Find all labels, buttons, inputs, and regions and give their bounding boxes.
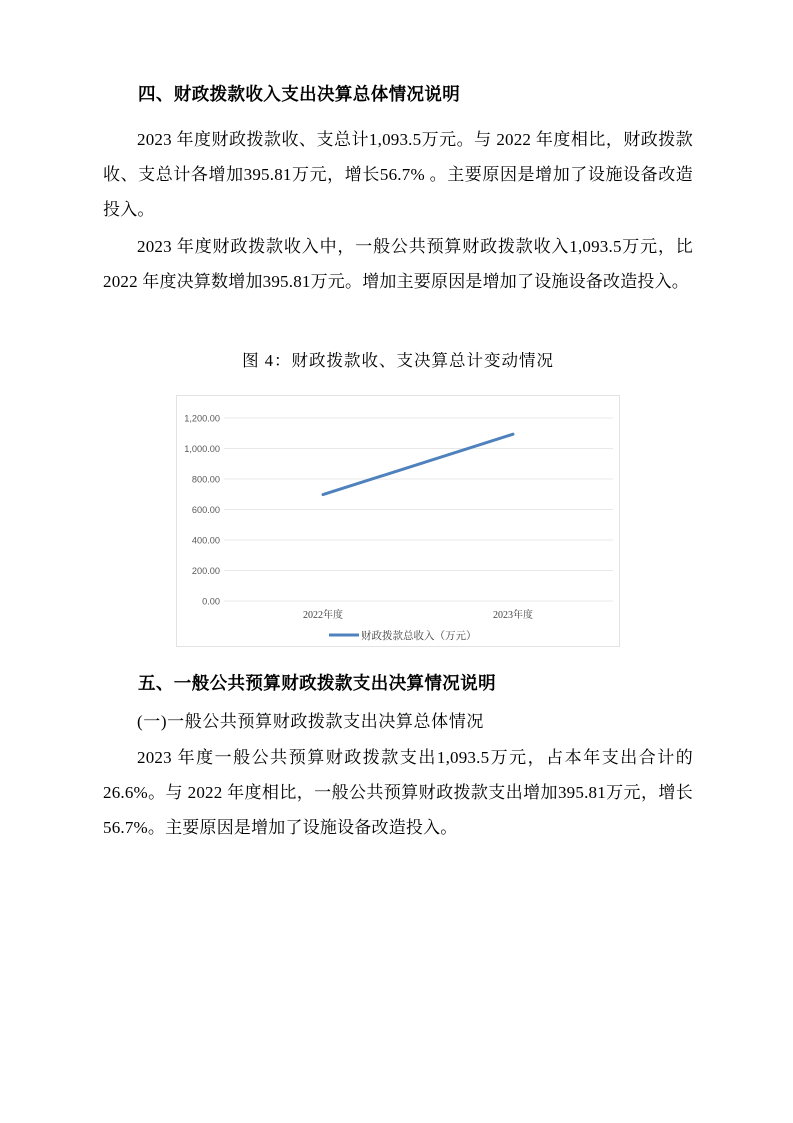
y-tick-0: 0.00: [202, 596, 220, 607]
chart-legend: [329, 629, 477, 642]
figure-caption: 图 4：财政拨款收、支决算总计变动情况: [242, 350, 554, 370]
chart-gridlines: [224, 418, 613, 601]
spacer-after-figure: [103, 647, 693, 673]
chart-y-axis-labels: [184, 413, 220, 606]
x-tick-2023: 2023年度: [493, 609, 533, 621]
y-tick-1000: 1,000.00: [184, 443, 220, 454]
section-heading-five: 五、一般公共预算财政拨款支出决算情况说明: [138, 673, 496, 694]
paragraph-allocation-income: 2023 年度财政拨款收入中，一般公共预算财政拨款收入1,093.5万元，比 2022 年度决算数增加395.81万元。增加主要原因是增加了设施设备改造投入。: [103, 236, 693, 291]
section-heading-four: 四、财政拨款收入支出决算总体情况说明: [138, 85, 461, 105]
spacer-before-figure: [103, 301, 693, 347]
paragraph-total-allocation: 2023 年度财政拨款收、支总计1,093.5万元。与 2022 年度相比，财政拨款收、支总计各增加395.81万元，增长56.7% 。主要原因是增加了设施设备改造投入。: [103, 129, 693, 219]
chart-x-axis-labels: [303, 608, 533, 621]
y-tick-200: 200.00: [191, 565, 220, 576]
y-tick-1200: 1,200.00: [184, 413, 220, 424]
y-tick-600: 600.00: [191, 504, 220, 515]
line-chart-svg: [177, 396, 619, 646]
paragraph-general-budget-expenditure: 2023 年度一般公共预算财政拨款支出1,093.5万元，占本年支出合计的26.6%。与 2022 年度相比，一般公共预算财政拨款支出增加395.81万元，增长56.7%。主要原因是增加了设施设备改造投入。: [103, 748, 693, 838]
x-tick-2022: 2022年度: [303, 609, 343, 621]
y-tick-800: 800.00: [191, 474, 220, 485]
legend-label-income: 财政拨款总收入（万元）: [361, 630, 477, 642]
y-tick-400: 400.00: [191, 535, 220, 546]
subsection-heading-one: (一)一般公共预算财政拨款支出决算总体情况: [137, 712, 484, 732]
chart-series-line: [323, 434, 513, 494]
chart-figure-4: [176, 395, 620, 647]
